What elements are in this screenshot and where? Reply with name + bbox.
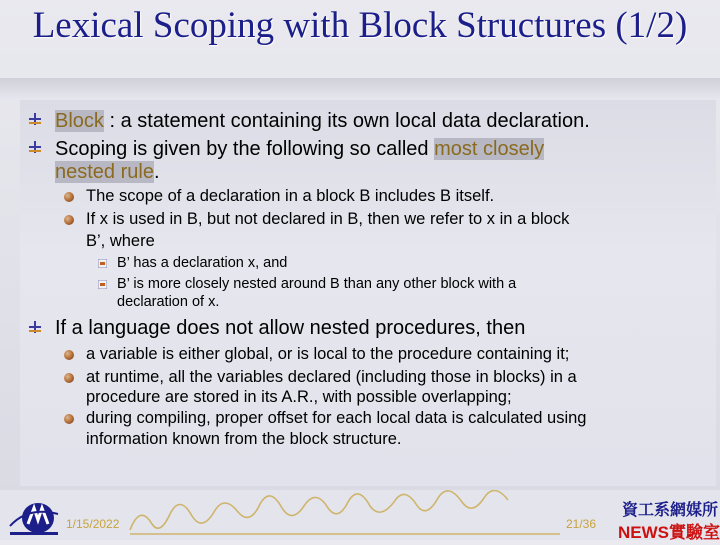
bullet-dot-icon <box>64 373 74 383</box>
sub-sub-bullet-declaration: B’ has a declaration x, and <box>117 255 288 271</box>
footer-date: 1/15/2022 <box>66 517 120 531</box>
bullet-small-icon <box>98 259 107 268</box>
bullet-dot-icon <box>64 414 74 424</box>
sub-bullet-runtime-line2: procedure are stored in its A.R., with possible overlapping; <box>86 388 512 406</box>
bullet-dot-icon <box>64 215 74 225</box>
title-divider <box>0 78 720 100</box>
bullet-dot-icon <box>64 350 74 360</box>
term-block: Block <box>55 110 104 132</box>
scoping-period: . <box>153 161 160 183</box>
university-logo <box>8 496 60 538</box>
bullet-cross-icon <box>29 321 41 333</box>
bullet-nested-procedures: If a language does not allow nested procedures, then <box>55 317 526 339</box>
footer-lab-name: NEWS實驗室 <box>618 523 720 542</box>
sub-bullet-reference-line2: B’, where <box>86 232 155 250</box>
sub-bullet-reference-line1: If x is used in B, but not declared in B, then we refer to x in a block <box>86 210 570 228</box>
term-most-closely: most closely <box>434 138 545 160</box>
sub-bullet-scope: The scope of a declaration in a block B includes B itself. <box>86 187 495 205</box>
slide-title: Lexical Scoping with Block Structures (1/2) <box>32 5 688 46</box>
footer-ornament <box>0 490 720 540</box>
sub-bullet-variable-scope: a variable is either global, or is local to the procedure containing it; <box>86 345 570 363</box>
scoping-text: Scoping is given by the following so called <box>55 138 435 160</box>
slide-footer <box>0 490 720 540</box>
footer-org-name: 資工系網媒所 <box>622 502 719 519</box>
bullet-cross-icon <box>29 113 41 125</box>
page-number: 21/36 <box>566 517 597 531</box>
sub-bullet-compiling-line1: during compiling, proper offset for each local data is calculated using <box>86 409 587 427</box>
sub-sub-bullet-nested-line2: declaration of x. <box>117 294 220 310</box>
term-nested-rule: nested rule <box>55 161 154 183</box>
bullet-block-definition <box>55 110 590 133</box>
bullet-cross-icon <box>29 141 41 153</box>
block-definition-text: : a statement containing its own local data declaration. <box>103 110 590 132</box>
sub-sub-bullet-nested-line1: B’ is more closely nested around B than any other block with a <box>117 276 517 292</box>
bullet-scoping-line1 <box>55 138 544 161</box>
bullet-dot-icon <box>64 192 74 202</box>
bullet-small-icon <box>98 280 107 289</box>
sub-bullet-compiling-line2: information known from the block structure. <box>86 430 402 448</box>
sub-bullet-runtime-line1: at runtime, all the variables declared (including those in blocks) in a <box>86 368 577 386</box>
bullet-scoping-line2 <box>55 161 160 184</box>
